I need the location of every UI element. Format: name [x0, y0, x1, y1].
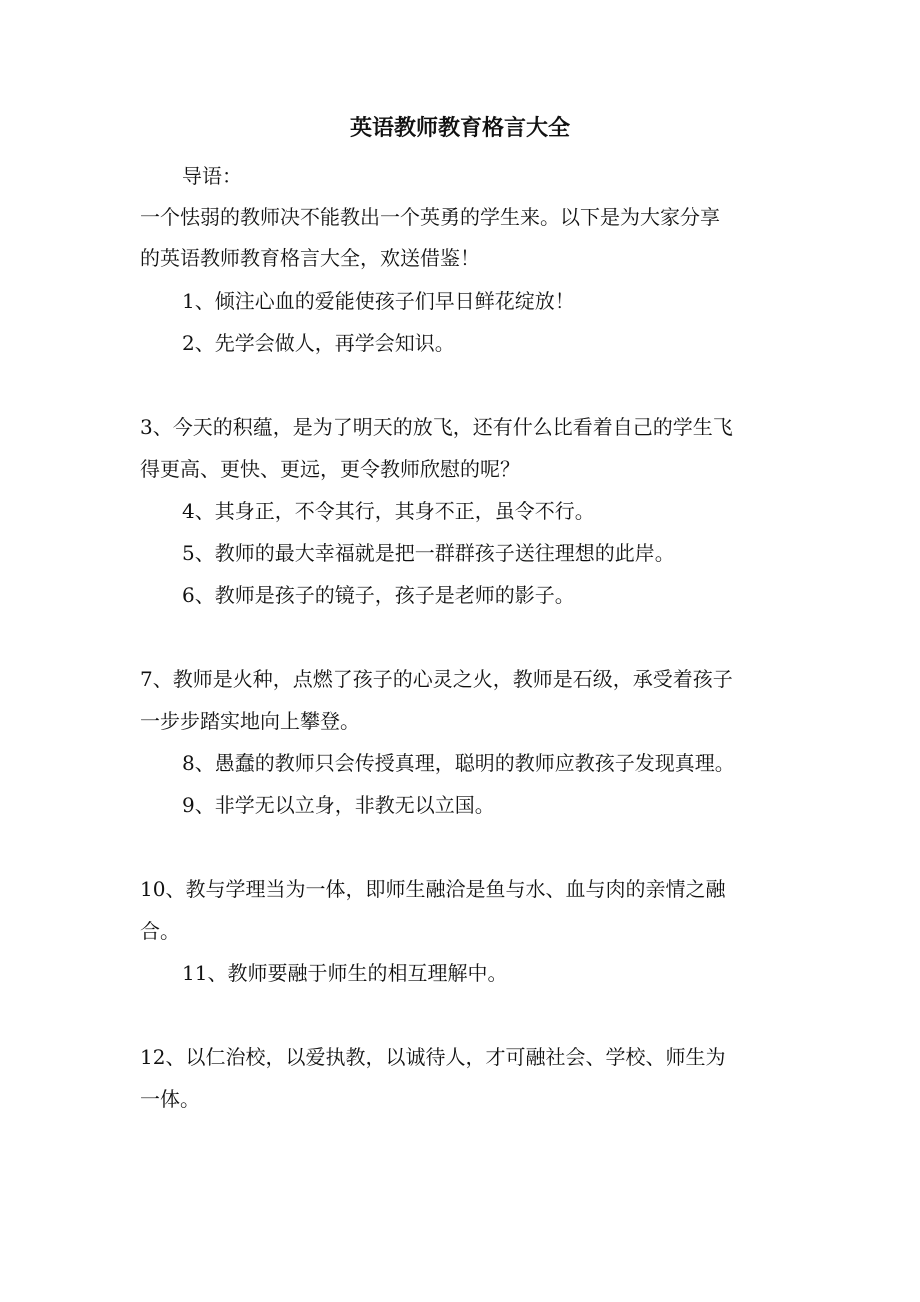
- quote-item-1: 1、倾注心血的爱能使孩子们早日鲜花绽放！: [182, 289, 575, 313]
- quote-item-4: 4、其身正，不令其行，其身不正，虽令不行。: [182, 499, 595, 523]
- quote-item-10-line-1: 10、教与学理当为一体，即师生融洽是鱼与水、血与肉的亲情之融: [140, 877, 726, 901]
- quote-item-7-line-2: 一步步踏实地向上攀登。: [140, 709, 360, 733]
- intro-text-line-2: 的英语教师教育格言大全，欢送借鉴！: [140, 246, 480, 270]
- quote-item-12-line-1: 12、以仁治校，以爱执教，以诚待人，才可融社会、学校、师生为: [140, 1045, 726, 1069]
- quote-item-11: 11、教师要融于师生的相互理解中。: [182, 961, 508, 985]
- quote-item-3-line-1: 3、今天的积蕴，是为了明天的放飞，还有什么比看着自己的学生飞: [140, 415, 733, 439]
- intro-label: 导语：: [182, 164, 242, 188]
- quote-item-7-line-1: 7、教师是火种，点燃了孩子的心灵之火，教师是石级，承受着孩子: [140, 667, 733, 691]
- quote-item-10-line-2: 合。: [140, 919, 180, 943]
- quote-item-6: 6、教师是孩子的镜子，孩子是老师的影子。: [182, 583, 575, 607]
- quote-item-5: 5、教师的最大幸福就是把一群群孩子送往理想的此岸。: [182, 541, 675, 565]
- quote-item-9: 9、非学无以立身，非教无以立国。: [182, 793, 495, 817]
- document-title: 英语教师教育格言大全: [349, 115, 570, 141]
- quote-item-3-line-2: 得更高、更快、更远，更令教师欣慰的呢？: [140, 457, 520, 481]
- quote-item-2: 2、先学会做人，再学会知识。: [182, 331, 455, 355]
- quote-item-8: 8、愚蠢的教师只会传授真理，聪明的教师应教孩子发现真理。: [182, 751, 735, 775]
- quote-item-12-line-2: 一体。: [140, 1087, 200, 1111]
- intro-text-line-1: 一个怯弱的教师决不能教出一个英勇的学生来。以下是为大家分享: [140, 205, 720, 229]
